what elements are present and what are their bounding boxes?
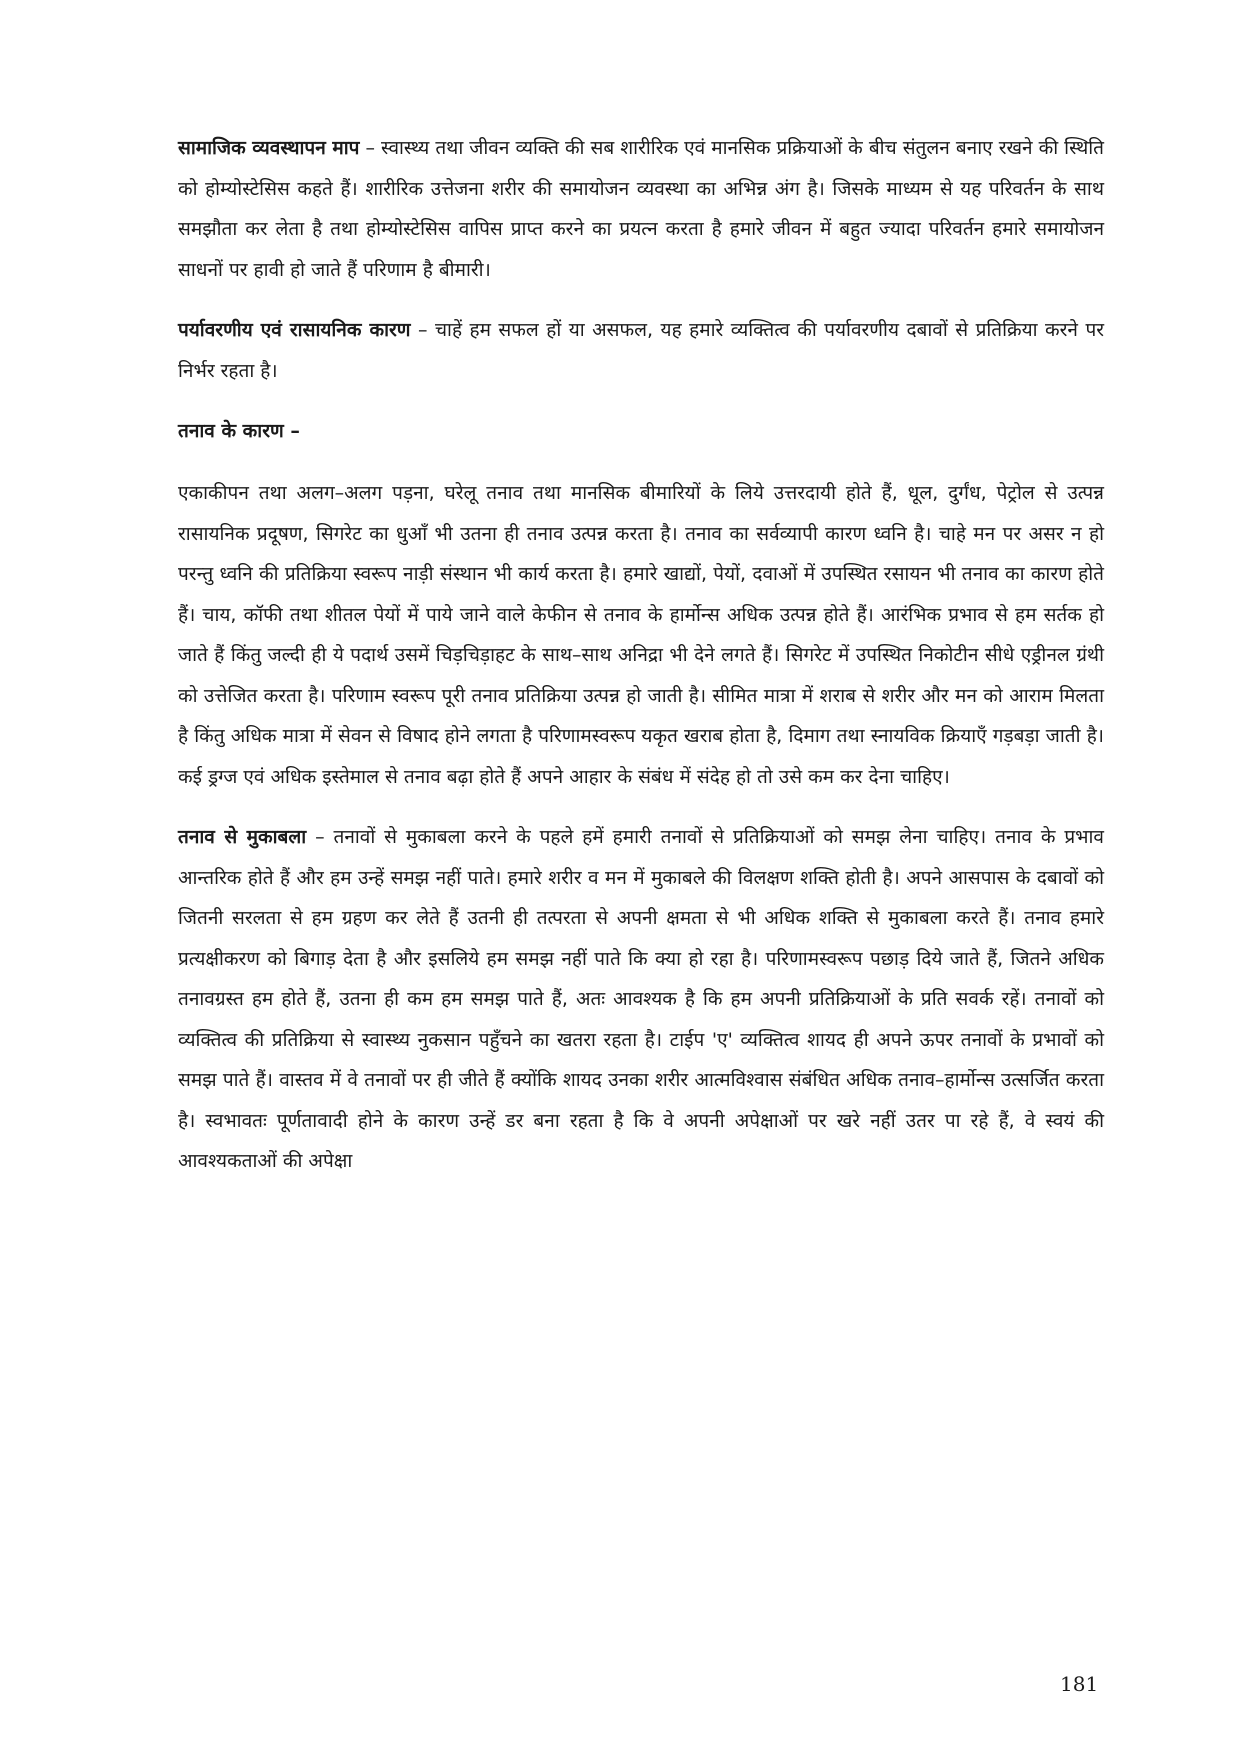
paragraph-lead: तनाव से मुकाबला [178,826,307,848]
paragraph-text: एकाकीपन तथा अलग–अलग पड़ना, घरेलू तनाव तथा मानसिक बीमारियों के लिये उत्तरदायी होते हैं, धूल, दुर्गंध, पेट्रोल से उत्पन्न रासायनिक प्रदूषण, सिगरेट का धुआँ भी उतना ही तनाव उत्पन्न करता है। तनाव का सर्वव्यापी कारण ध्वनि है। चाहे मन पर असर न हो परन्तु ध्वनि की प्रतिक्रिया स्वरूप नाड़ी संस्थान भी कार्य करता है। हमारे खाद्यों, पेयों, दवाओं में उपस्थित रसायन भी तनाव का कारण होते हैं। चाय, कॉफी तथा शीतल पेयों में पाये जाने वाले केफीन से तनाव के हार्मोन्स अधिक उत्पन्न होते हैं। आरंभिक प्रभाव से हम सर्तक हो जाते हैं किंतु जल्दी ही ये पदार्थ उसमें चिड़चिड़ाहट के साथ–साथ अनिद्रा भी देने लगते हैं। सिगरेट में उपस्थित निकोटीन सीधे एड्रीनल ग्रंथी को उत्तेजित करता है। परिणाम स्वरूप पूरी तनाव प्रतिक्रिया उत्पन्न हो जाती है। सीमित मात्रा में शराब से शरीर और मन को आराम मिलता है किंतु अधिक मात्रा में सेवन से विषाद होने लगता है परिणामस्वरूप यकृत खराब होता है, दिमाग तथा स्नायविक क्रियाएँ गड़बड़ा जाती है। कई ड्रग्ज एवं अधिक इस्तेमाल से तनाव बढ़ा होते हैं अपने आहार के संबंध में संदेह हो तो उसे कम कर देना चाहिए। [178,482,1104,788]
page-body [178,128,1104,1202]
paragraph-lead: सामाजिक व्यवस्थापन माप [178,137,360,159]
paragraph-lead: पर्यावरणीय एवं रासायनिक कारण [178,319,411,341]
paragraph-coping-with-stress [178,817,1104,1182]
paragraph-text: – तनावों से मुकाबला करने के पहले हमें हमारी तनावों से प्रतिक्रियाओं को समझ लेना चाहिए। तनाव के प्रभाव आन्तरिक होते हैं और हम उन्हें समझ नहीं पाते। हमारे शरीर व मन में मुकाबले की विलक्षण शक्ति होती है। अपने आसपास के दबावों को जितनी सरलता से हम ग्रहण कर लेते हैं उतनी ही तत्परता से अपनी क्षमता से भी अधिक शक्ति से मुकाबला करते हैं। तनाव हमारे प्रत्यक्षीकरण को बिगाड़ देता है और इसलिये हम समझ नहीं पाते कि क्या हो रहा है। परिणामस्वरूप पछाड़ दिये जाते हैं, जितने अधिक तनावग्रस्त हम होते हैं, उतना ही कम हम समझ पाते हैं, अतः आवश्यक है कि हम अपनी प्रतिक्रियाओं के प्रति सवर्क रहें। तनावों को व्यक्तित्व की प्रतिक्रिया से स्वास्थ्य नुकसान पहुँचने का खतरा रहता है। टाईप 'ए' व्यक्तित्व शायद ही अपने ऊपर तनावों के प्रभावों को समझ पाते हैं। वास्तव में वे तनावों पर ही जीते हैं क्योंकि शायद उनका शरीर आत्मविश्वास संबंधित अधिक तनाव–हार्मोन्स उत्सर्जित करता है। स्वभावतः पूर्णतावादी होने के कारण उन्हें डर बना रहता है कि वे अपनी अपेक्षाओं पर खरे नहीं उतर पा रहे हैं, वे स्वयं की आवश्यकताओं की अपेक्षा [178,826,1104,1172]
section-heading-stress-causes: तनाव के कारण – [178,420,300,442]
paragraph-stress-causes [178,473,1104,797]
paragraph-environmental-causes [178,310,1104,391]
paragraph-text: – चाहें हम सफल हों या असफल, यह हमारे व्यक्तित्व की पर्यावरणीय दबावों से प्रतिक्रिया करने पर निर्भर रहता है। [178,319,1105,382]
paragraph-text: – स्वास्थ्य तथा जीवन व्यक्ति की सब शारीरिक एवं मानसिक प्रक्रियाओं के बीच संतुलन बनाए रखने की स्थिति को होम्योस्टेसिस कहते हैं। शारीरिक उत्तेजना शरीर की समायोजन व्यवस्था का अभिन्न अंग है। जिसके माध्यम से यह परिवर्तन के साथ समझौता कर लेता है तथा होम्योस्टेसिस वापिस प्राप्त करने का प्रयत्न करता है हमारे जीवन में बहुत ज्यादा परिवर्तन हमारे समायोजन साधनों पर हावी हो जाते हैं परिणाम है बीमारी। [178,137,1104,281]
paragraph-social-adjustment [178,128,1104,290]
page-number: 181 [1060,1672,1099,1696]
